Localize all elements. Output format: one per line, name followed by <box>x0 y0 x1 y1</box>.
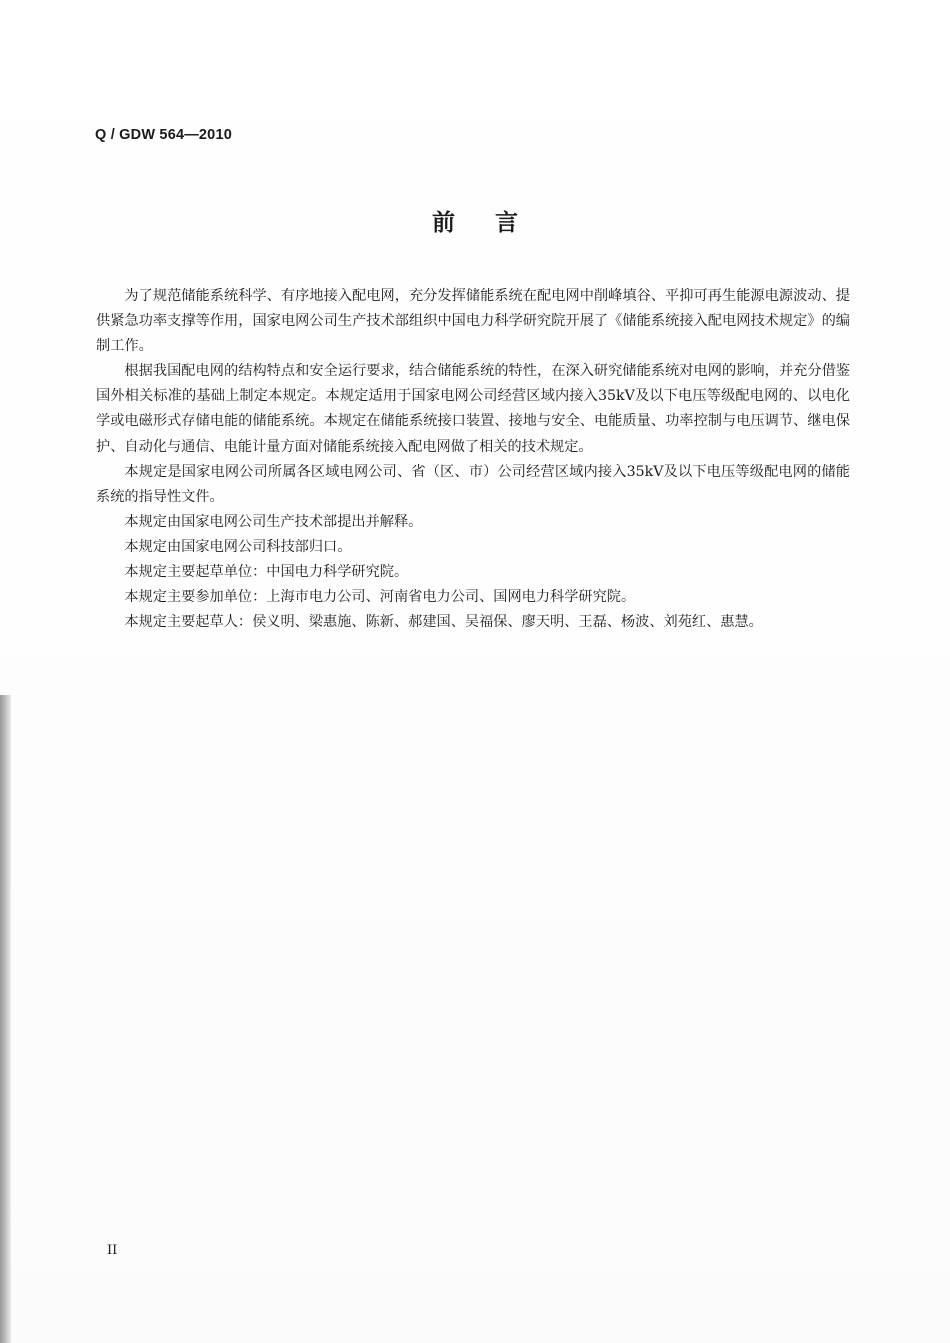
paragraph-basis: 根据我国配电网的结构特点和安全运行要求，结合储能系统的特性，在深入研究储能系统对电网的影响，并充分借鉴国外相关标准的基础上制定本规定。本规定适用于国家电网公司经营区域内接入35kV及以下电压等级配电网的、以电化学或电磁形式存储电能的储能系统。本规定在储能系统接口装置、接地与安全、电能质量、功率控制与电压调节、继电保护、自动化与通信、电能计量方面对储能系统接入配电网做了相关的技术规定。 <box>96 363 850 455</box>
paragraph-participants: 本规定主要参加单位：上海市电力公司、河南省电力公司、国网电力科学研究院。 <box>124 589 636 606</box>
paragraph-scope: 本规定是国家电网公司所属各区域电网公司、省（区、市）公司经营区域内接入35kV及以下电压等级配电网的储能系统的指导性文件。 <box>96 463 850 505</box>
paragraph-centralized: 本规定由国家电网公司科技部归口。 <box>124 538 352 555</box>
paragraph-drafting-unit: 本规定主要起草单位：中国电力科学研究院。 <box>124 564 409 581</box>
paragraph-purpose: 为了规范储能系统科学、有序地接入配电网，充分发挥储能系统在配电网中削峰填谷、平抑可再生能源电源波动、提供紧急功率支撑等作用，国家电网公司生产技术部组织中国电力科学研究院开展了《储能系统接入配电网技术规定》的编制工作。 <box>96 288 850 355</box>
paragraph-drafters: 本规定主要起草人：侯义明、梁惠施、陈新、郝建国、吴福保、廖天明、王磊、杨波、刘苑红、惠慧。 <box>124 614 763 631</box>
scan-shadow-edge <box>0 695 11 1343</box>
paragraph-proposer: 本规定由国家电网公司生产技术部提出并解释。 <box>124 513 423 530</box>
standard-code: Q / GDW 564—2010 <box>95 127 232 143</box>
foreword-body <box>96 284 850 635</box>
page-title: 前言 <box>432 210 558 236</box>
page-number: II <box>107 1243 118 1258</box>
